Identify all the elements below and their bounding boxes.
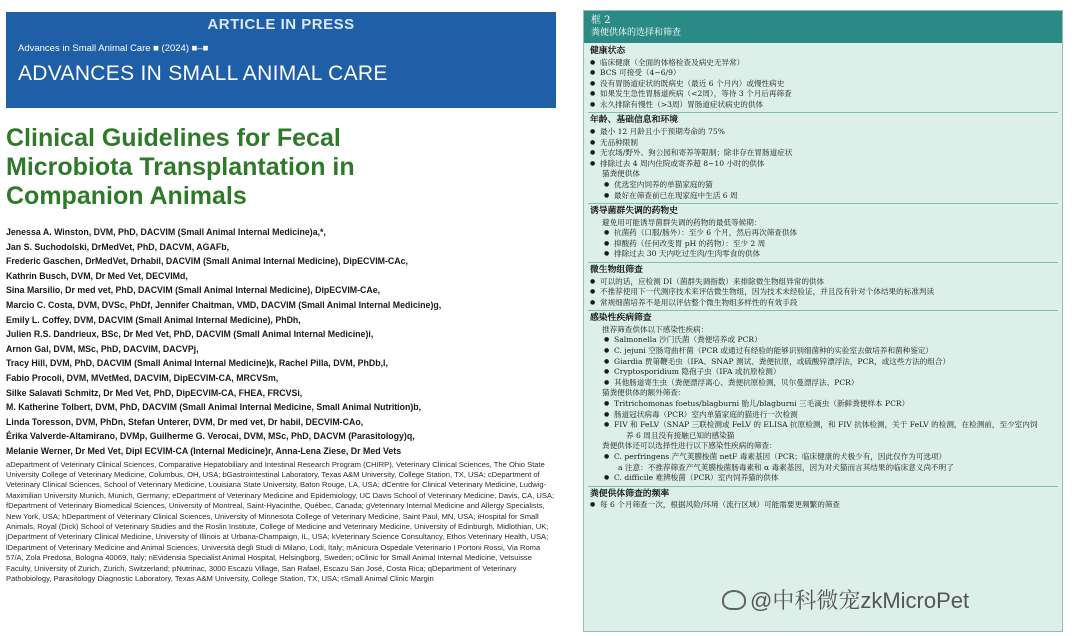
author-line: Jenessa A. Winston, DVM, PhD, DACVIM (Small Animal Internal Medicine)a,*, xyxy=(6,227,326,237)
author-line: Érika Valverde-Altamirano, DVMp, Guilherme G. Verocai, DVM, MSc, PhD, DACVM (Parasitology)q, xyxy=(6,431,415,442)
bullet-item: ● 最小 12 月龄且小于预期寿命的 75% xyxy=(588,127,1058,138)
affiliations-text: aDepartment of Veterinary Clinical Sciences, Comparative Hepatobiliary and Intestinal Research Program (CHIRP), Veterinary Clinical Sciences, The Ohio State University College of Veterinary Medicine, Columbus, OH, USA; bGastrointestinal Laboratory, Texas A&M University, College Station, TX, USA; cDepartment of Veterinary Clinical Sciences, School of Veterinary Medicine, Louisiana State University, Baton Rouge, LA, USA; dCentre for Clinical Veterinary Medicine, Ludwig-Maximilian University Munich, Munich, Germany; eDepartment of Veterinary Medicine and Epidemiology, UC Davis School of Veterinary Medicine, Davis, CA, USA; fDepartment of Veterinary Biomedical Sciences, University of Montreal, Saint-Hyacinthe, Québec, Canada; gVeterinary Internal Medicine and Allergy Specialists, New York, USA; hDepartment of Veterinary Clinical Sciences, University of Minnesota College of Veterinary Medicine, Saint Paul, MN, USA; iHospital for Small Animals, Royal (Dick) School of Veterinary Studies and the Roslin Institute, College of Medicine and Veterinary Medicine, University of Edinburgh, Midlothian, UK; jDepartment of Veterinary Clinical Medicine, University of Illinois at Urbana-Champaign, IL, USA; kVeterinary Science Consultancy, Ethos Veterinary Health, USA; lDepartment of Veterinary Medicine and Animal Sciences, Università degli Studi di Milano, Lodi, Italy; mAnicura Ospedale Veterinario I Portoni Rossi, Via Roma 57/A, Zola Predosa, Bologna 40069, Italy; nEvidensia Specialist Animal Hospital, Helsingborg, Sweden; oClinic for Small Animal Internal Medicine, Vetsuisse Faculty, University of Zurich, Zurich, Switzerland; pNutrinac, 3000 Escazu Village, San Rafael, Escazu San José, Costa Rica; qDepartment of Veterinary Pathobiology, Parasitology Diagnostic Laboratory, Texas A&M University, College Station, TX, USA; rSmall Animal Clinic Margin xyxy=(6,459,555,583)
title-line: Clinical Guidelines for Fecal xyxy=(6,124,341,152)
section-heading: 感染性疾病筛查 xyxy=(588,310,1058,325)
bullet-item: ● 排除过去 4 周内住院或寄养超 8~10 小时的供体 xyxy=(588,159,1058,170)
journal-name: ADVANCES IN SMALL ANIMAL CARE xyxy=(18,62,388,85)
author-line: Jan S. Suchodolski, DrMedVet, PhD, DACVM, AGAFb, xyxy=(6,241,230,252)
sub-heading: 推荐筛查供体以下感染性疾病： xyxy=(602,324,709,334)
author-line: Frederic Gaschen, DrMedVet, Drhabil, DACVIM (Small Animal Internal Medicine), DipECVIM-CAc, xyxy=(6,256,408,267)
sub-bullet-item: ● 肠道冠状病毒（PCR）室内单猫家庭的猫进行一次检测 xyxy=(588,410,1058,421)
bullet-item: ● 临床健康（全面的体格检查及病史无异常） xyxy=(588,58,1058,69)
sub-bullet-item: ● 其他肠道寄生虫（粪便漂浮离心、粪便抗原检测，贝尔曼漂浮法、PCR） xyxy=(588,378,1058,389)
sub-bullet-item: ● 最好在筛查前已在现家庭中生活 6 周 xyxy=(588,191,1058,202)
note-text: a 注意：不推荐筛查产气荚膜梭菌肠毒素和 α 毒素基因，因为对犬猫而言其结果的临床意义尚不明了 xyxy=(618,462,954,472)
sub-bullet-item: ● 排除过去 30 天内吃过生肉/生肉零食的供体 xyxy=(588,249,1058,260)
table-header xyxy=(584,11,1062,43)
bullet-item: ● 每 6 个月筛查一次，根据风险/环境（流行区域）可能需要更频繁的筛查 xyxy=(588,500,1058,511)
author-line: Julien R.S. Dandrieux, BSc, Dr Med Vet, PhD, DACVIM (Small Animal Internal Medicine)i, xyxy=(6,329,374,340)
bullet-item: ● 如果发生急性胃肠道疾病（<2周），等待 3 个月后再筛查 xyxy=(588,89,1058,100)
author-line: Arnon Gal, DVM, MSc, PhD, DACVIM, DACVPj, xyxy=(6,343,199,354)
author-line: Kathrin Busch, DVM, Dr Med Vet, DECVIMd, xyxy=(6,270,188,281)
title-line: Companion Animals xyxy=(6,182,247,210)
author-line: M. Katherine Tolbert, DVM, PhD, DACVIM (Small Animal Internal Medicine, Small Animal Nutrition)b, xyxy=(6,402,422,413)
bullet-item: ● 无品种限制 xyxy=(588,138,1058,149)
sub-bullet-item: ● C. jejuni 空肠弯曲杆菌（PCR 或通过有经验的能够识别细菌种的实验室去做培养和菌种鉴定） xyxy=(588,346,1058,357)
title-line: Microbiota Transplantation in xyxy=(6,153,355,181)
sub-heading: 猫粪便供体 xyxy=(602,169,640,179)
sub-heading: 粪便供体还可以选择性进行以下感染性疾病的筛查： xyxy=(602,441,777,451)
author-line: Melanie Werner, Dr Med Vet, Dipl ECVIM-CA (Internal Medicine)r, Anna-Lena Ziese, Dr Med Vets xyxy=(6,445,402,456)
author-line: Tracy Hill, DVM, PhD, DACVIM (Small Animal Internal Medicine)k, Rachel Pilla, DVM, PhDb,l, xyxy=(6,358,388,369)
sub-bullet-item: ● Salmonella 沙门氏菌（粪便培养或 PCR） xyxy=(588,335,1058,346)
journal-banner xyxy=(6,12,556,108)
bullet-item: ● 无农场/野外、狗公园和寄养等限制；除非存在胃肠道症状 xyxy=(588,148,1058,159)
bullet-item: ● 可以的话，应检测 DI（菌群失调指数）来排除微生物组异常的供体 xyxy=(588,277,1058,288)
sub-heading: 避免用可能诱导菌群失调的药物的最低等候期： xyxy=(602,217,762,227)
table-label: 框 2 xyxy=(591,15,611,26)
sub-bullet-item: ● C. perfringens 产气荚膜梭菌 netF 毒素基因（PCR；临床健康的犬极少有，因此仅作为可选项） xyxy=(588,452,1058,463)
table-title: 粪便供体的选择和筛查 xyxy=(591,28,682,38)
paw-logo-icon xyxy=(722,590,746,610)
author-line: Silke Salavati Schmitz, Dr Med Vet, PhD, DipECVIM-CA, FHEA, FRCVSi, xyxy=(6,387,303,398)
sub-bullet-item: ● FIV 和 FeLV（SNAP 三联检测或 FeLV 的 ELISA 抗原检测，和 FIV 抗体检测，关于 FeLV 的检测，在检测前，至少室内饲 xyxy=(588,420,1058,431)
author-list xyxy=(6,225,556,584)
bullet-item: ● 永久排除有慢性（>3周）胃肠道症状病史的供体 xyxy=(588,100,1058,111)
author-line: Sina Marsilio, Dr med vet, PhD, DACVIM (Small Animal Internal Medicine), DipECVIM-CAe, xyxy=(6,285,381,296)
table-body xyxy=(584,43,1062,513)
author-line: Linda Toresson, DVM, PhDn, Stefan Unterer, DVM, Dr med vet, Dr habil, DECVIM-CAo, xyxy=(6,416,364,427)
sub-bullet-item: ● 抗菌药（口服/肠外）：至少 6 个月，然后再次筛查供体 xyxy=(588,228,1058,239)
article-title xyxy=(6,124,546,211)
author-line: Marcio C. Costa, DVM, DVSc, PhDf, Jennifer Chaitman, VMD, DACVIM (Small Animal Internal Medicine)g, xyxy=(6,299,442,310)
sub-bullet-item: ● Cryptosporidium 隐孢子虫（IFA 或抗原检测） xyxy=(588,367,1058,378)
author-line: Fabio Procoli, DVM, MVetMed, DACVIM, DipECVIM-CA, MRCVSm, xyxy=(6,372,279,383)
watermark-text: @中科微宠zkMicroPet xyxy=(750,588,970,613)
article-in-press-label: ARTICLE IN PRESS xyxy=(207,16,355,33)
sub-bullet-item: ● 抑酸药（任何改变胃 pH 的药物）：至少 2 周 xyxy=(588,239,1058,250)
watermark xyxy=(722,584,969,615)
continuation-text: 养 6 周且没有接触已知的感染猫 xyxy=(626,430,735,440)
sub-heading: 猫粪便供体的额外筛查： xyxy=(602,388,686,398)
bullet-item: ● 不推荐使用下一代测序技术来评估微生物组，因为技术未经验证，并且没有针对个体结果的标准判读 xyxy=(588,287,1058,298)
section-heading: 诱导菌群失调的药物史 xyxy=(588,203,1058,218)
screening-table xyxy=(583,10,1063,632)
author-line: Emily L. Coffey, DVM, DACVIM (Small Animal Internal Medicine), PhDh, xyxy=(6,314,301,325)
bullet-item: ● 常规细菌培养不是用以评估整个微生物组多样性的有效手段 xyxy=(588,298,1058,309)
sub-bullet-item: ● Tritrichomonas foetus/blagburni 胎儿/blagburni 三毛滴虫（新鲜粪便样本 PCR） xyxy=(588,399,1058,410)
article-page xyxy=(6,12,556,632)
section-heading: 粪便供体筛查的频率 xyxy=(588,486,1058,501)
section-heading: 微生物组筛查 xyxy=(588,262,1058,277)
sub-bullet-item: ● C. difficile 难辨梭菌（PCR）室内饲养猫的供体 xyxy=(588,473,1058,484)
sub-bullet-item: ● 优选室内饲养的单猫家庭的猫 xyxy=(588,180,1058,191)
bullet-item: ● 没有胃肠道症状的既病史（最近 6 个月内）或慢性病史 xyxy=(588,79,1058,90)
section-heading: 年龄、基础信息和环境 xyxy=(588,112,1058,127)
journal-citation: Advances in Small Animal Care ■ (2024) ■–■ xyxy=(18,43,209,54)
section-heading: 健康状态 xyxy=(590,46,626,56)
sub-bullet-item: ● Giardia 贾第鞭毛虫（IFA、SNAP 测试、粪便抗原，或硫酸锌漂浮法，PCR，或这些方法的组合） xyxy=(588,357,1058,368)
bullet-item: ● BCS 可接受（4~6/9） xyxy=(588,68,1058,79)
